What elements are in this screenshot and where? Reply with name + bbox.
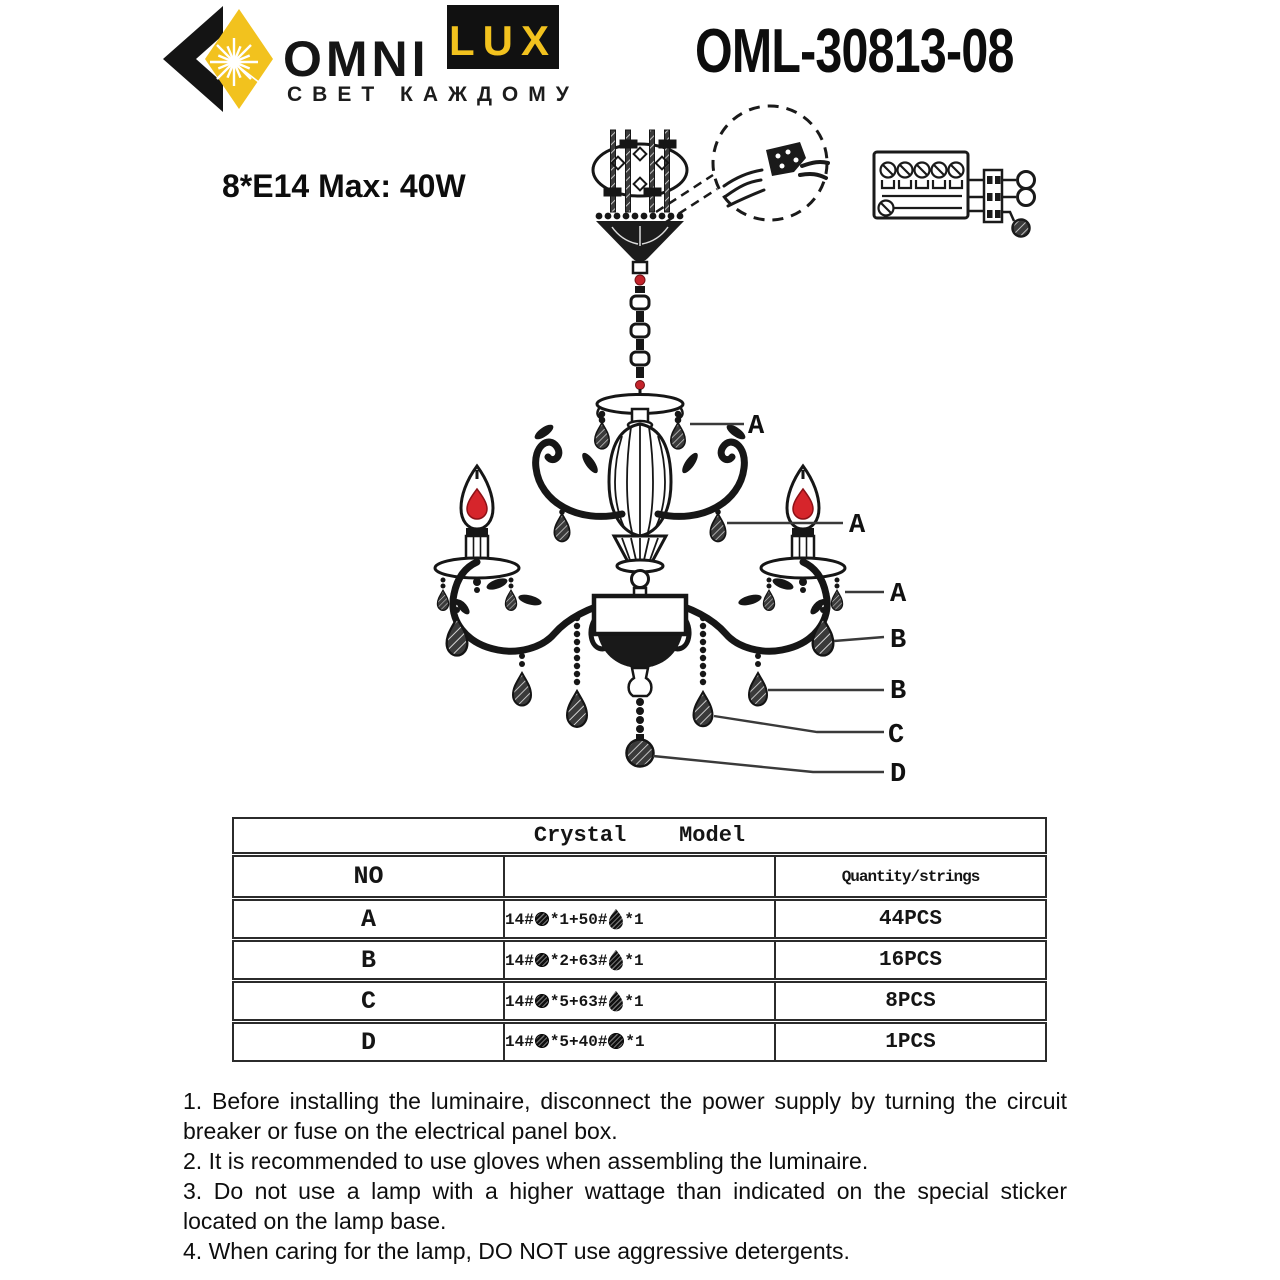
drop-icon (608, 991, 623, 1012)
row-b-qty: 16PCS (775, 940, 1046, 981)
row-b-no: B (233, 940, 504, 981)
brand-word-omni: OMNI (283, 31, 430, 87)
label-B2: B (890, 677, 907, 707)
central-column (597, 395, 683, 597)
instruction-4: 4. When caring for the lamp, DO NOT use aggressive detergents. (183, 1238, 850, 1264)
drop-icon (608, 909, 623, 930)
candle-right (761, 466, 845, 593)
bead-icon (535, 1034, 549, 1048)
chain (631, 296, 649, 397)
drop-icon (608, 950, 623, 971)
bead-icon (535, 953, 549, 967)
row-a-formula: 14# *1+50# *1 (504, 899, 775, 940)
col-header-quantity: Quantity/strings (775, 855, 1046, 899)
terminal-block (874, 152, 1035, 237)
row-d-no: D (233, 1022, 504, 1062)
candle-left (435, 466, 519, 593)
safety-instructions (183, 1086, 1067, 1266)
table-row-c (233, 981, 1046, 1022)
row-d-formula: 14# *5+40# *1 (504, 1022, 775, 1062)
label-D: D (890, 760, 907, 790)
canopy (596, 213, 684, 293)
crystal-table (232, 817, 1047, 1062)
table-row-b (233, 940, 1046, 981)
instruction-2: 2. It is recommended to use gloves when assembling the luminaire. (183, 1148, 869, 1174)
instruction-1: 1. Before installing the luminaire, disconnect the power supply by turning the circuit breaker or fuse on the electrical panel box. (183, 1088, 1067, 1144)
col-header-desc (504, 855, 775, 899)
bead-icon (535, 994, 549, 1008)
table-title: Crystal Model (233, 818, 1046, 855)
row-c-no: C (233, 981, 504, 1022)
col-header-no: NO (233, 855, 504, 899)
label-A3: A (890, 580, 907, 610)
row-d-qty: 1PCS (775, 1022, 1046, 1062)
row-b-formula: 14# *2+63# *1 (504, 940, 775, 981)
center-body (594, 596, 686, 767)
row-a-qty: 44PCS (775, 899, 1046, 940)
label-C: C (888, 721, 905, 751)
bead-icon (535, 912, 549, 926)
label-A2: A (849, 511, 866, 541)
ball-icon (608, 1033, 624, 1049)
bottom-ball (627, 740, 654, 767)
brand-tagline: СВЕТ КАЖДОМУ (287, 83, 579, 106)
label-B1: B (890, 626, 907, 656)
instruction-3: 3. Do not use a lamp with a higher wattage than indicated on the special sticker located on the lamp base. (183, 1178, 1067, 1234)
model-number: OML-30813-08 (695, 17, 1014, 86)
table-row-d (233, 1022, 1046, 1062)
table-row-a (233, 899, 1046, 940)
brand-word-lux: LUX (449, 17, 557, 64)
lamp-spec: 8*E14 Max: 40W (222, 168, 466, 204)
label-A1: A (748, 412, 765, 442)
row-a-no: A (233, 899, 504, 940)
row-c-qty: 8PCS (775, 981, 1046, 1022)
row-c-formula: 14# *5+63# *1 (504, 981, 775, 1022)
